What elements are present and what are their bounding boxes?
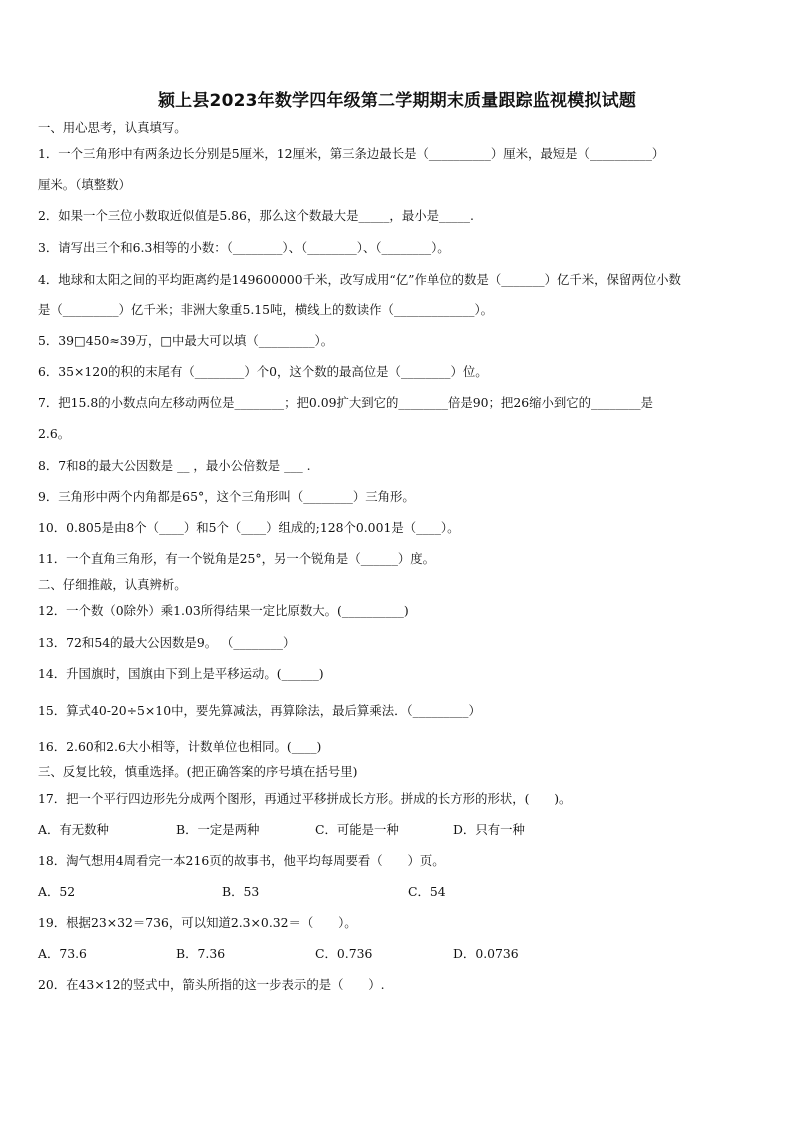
question-10: 10．0.805是由8个（____）和5个（____）组成的;128个0.001是（____）。 bbox=[38, 520, 460, 535]
question-18-options bbox=[38, 884, 758, 900]
option-b: B．53 bbox=[222, 884, 260, 899]
question-1-line-2: 厘米。（填整数） bbox=[38, 177, 131, 192]
question-19: 19．根据23×32＝736，可以知道2.3×0.32＝（ ）。 bbox=[38, 915, 357, 930]
question-16: 16．2.60和2.6大小相等，计数单位也相同。(____) bbox=[38, 739, 322, 754]
question-14: 14．升国旗时，国旗由下到上是平移运动。(______) bbox=[38, 666, 324, 681]
page-title: 颍上县2023年数学四年级第二学期期末质量跟踪监视模拟试题 bbox=[157, 91, 637, 111]
question-5: 5．39□450≈39万，□中最大可以填（_________）。 bbox=[38, 333, 334, 348]
question-15: 15．算式40-20÷5×10中，要先算减法，再算除法，最后算乘法．（_________） bbox=[38, 703, 481, 718]
section-heading-judge: 二、仔细推敲，认真辨析。 bbox=[38, 577, 187, 592]
option-a: A．73.6 bbox=[38, 946, 87, 961]
option-d: D．只有一种 bbox=[453, 822, 525, 837]
option-b: B．一定是两种 bbox=[176, 822, 260, 837]
section-heading-choice: 三、反复比较，慎重选择。(把正确答案的序号填在括号里) bbox=[38, 764, 358, 779]
question-17-options bbox=[38, 822, 758, 838]
question-11: 11．一个直角三角形，有一个锐角是25°，另一个锐角是（______）度。 bbox=[38, 551, 436, 566]
question-12: 12．一个数（0除外）乘1.03所得结果一定比原数大。(__________) bbox=[38, 603, 409, 618]
question-13: 13．72和54的最大公因数是9。 （________） bbox=[38, 635, 296, 650]
question-17: 17．把一个平行四边形先分成两个图形，再通过平移拼成长方形。拼成的长方形的形状，( )。 bbox=[38, 791, 572, 806]
option-c: C．54 bbox=[408, 884, 446, 899]
question-18: 18．淘气想用4周看完一本216页的故事书，他平均每周要看（ ）页。 bbox=[38, 853, 445, 868]
option-a: A．有无数种 bbox=[38, 822, 109, 837]
question-1-line-1: 1．一个三角形中有两条边长分别是5厘米，12厘米，第三条边最长是（__________）厘米，最短是（__________） bbox=[38, 146, 665, 161]
question-19-options bbox=[38, 946, 758, 962]
question-7-line-1: 7．把15.8的小数点向左移动两位是________；把0.09扩大到它的________倍是90；把26缩小到它的________是 bbox=[38, 395, 653, 410]
option-c: C．可能是一种 bbox=[315, 822, 399, 837]
question-8: 8．7和8的最大公因数是 __ ，最小公倍数是 ___ . bbox=[38, 458, 311, 473]
question-6: 6．35×120的积的末尾有（________）个0，这个数的最高位是（________）位。 bbox=[38, 364, 488, 379]
option-a: A．52 bbox=[38, 884, 76, 899]
question-4-line-1: 4．地球和太阳之间的平均距离约是149600000千米，改写成用“亿”作单位的数是（_______）亿千米，保留两位小数 bbox=[38, 272, 681, 287]
option-d: D．0.0736 bbox=[453, 946, 519, 961]
option-b: B．7.36 bbox=[176, 946, 226, 961]
section-heading-fill: 一、用心思考，认真填写。 bbox=[38, 120, 187, 135]
question-20: 20．在43×12的竖式中，箭头所指的这一步表示的是（ ）. bbox=[38, 977, 385, 992]
question-4-line-2: 是（_________）亿千米；非洲大象重5.15吨，横线上的数读作（_____________）。 bbox=[38, 302, 494, 317]
question-7-line-2: 2.6。 bbox=[38, 426, 71, 441]
question-2: 2．如果一个三位小数取近似值是5.86，那么这个数最大是_____，最小是_____. bbox=[38, 208, 474, 223]
question-3: 3．请写出三个和6.3相等的小数：（________）、（________）、（________）。 bbox=[38, 240, 450, 255]
question-9: 9．三角形中两个内角都是65°，这个三角形叫（________）三角形。 bbox=[38, 489, 415, 504]
option-c: C．0.736 bbox=[315, 946, 373, 961]
